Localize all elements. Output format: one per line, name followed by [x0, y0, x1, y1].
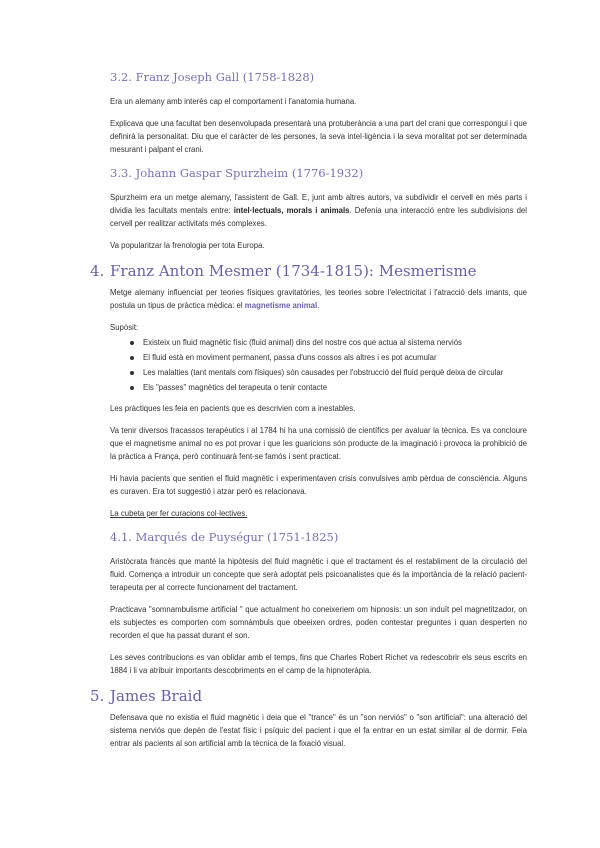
mesmer-paragraph-4: Hi havia pacients que sentien el fluid magnètic i experimentaven crisis convulsives amb pèrdua de consciència. Alguns es curaven. Era tot suggestió i atzar però es relacionava. [110, 474, 527, 496]
spurzheim-text-a: Spurzheim era un metge alemany, l'assistent de Gall. E, junt amb altres autors, va subdividir el cervell en més parts i dividia les facultats mentals entre: [110, 193, 527, 215]
gall-paragraph-2: Explicava que una facultat ben desenvolupada presentarà una protuberància a una part del crani que correspongui i que definirà la personalitat. Diu que el caràcter de les persones, la seva intel·ligència i la seva moralitat pot ser determinada mesurant i palpant el crani. [110, 119, 527, 154]
supposit-list [110, 336, 527, 394]
heading-braid-title: James Braid [110, 687, 203, 705]
cubeta-link-text[interactable]: La cubeta per fer curacions col·lectives. [110, 509, 248, 518]
document-content [90, 69, 527, 759]
heading-braid [90, 686, 527, 706]
spurzheim-paragraph-2: Va popularitzar la frenologia per tota Europa. [110, 241, 265, 250]
heading-mesmer-number: 4. [90, 262, 105, 280]
puysegur-paragraph-2: Practicava "somnambulisme artificial " que actualment ho coneixeriem om hipnosis: un son induït pel magnetitzador, on els subjectes es comporten com somnàmbuls que obeeixen ordres, poden contestar preguntes i quan desperten no recorden el que ha passat durant el son. [110, 605, 527, 640]
list-item: Les malalties (tant mentals com físiques) són causades per l'obstrucció del fluid perquè deixa de circular [110, 366, 527, 379]
mesmer-highlight-magnetism: magnetisme animal [244, 301, 318, 310]
heading-gall: 3.2. Franz Joseph Gall (1758-1828) [110, 70, 315, 84]
heading-mesmer-title: Franz Anton Mesmer (1734-1815): Mesmerisme [110, 262, 477, 280]
list-item: Els "passes" magnètics del terapeuta o tenir contacte [110, 381, 527, 394]
spurzheim-bold-faculties: intel·lectuals, morals i animals [233, 206, 350, 215]
braid-paragraph-1: Defensava que no existia el fluid magnètic i deia que el "trance" és un "son nerviós" o "son artificial": una alteració del sistema nerviós que depèn de l'estat físic i psíquic del pacient i que el fa entrar en un estat similar al de dormir. Feia entrar als pacients al son artificial amb la tècnica de la fixació visual. [110, 713, 527, 748]
spurzheim-text-b: . Defenia una interacció entre les subdivisions del cervell per realitzar activitats més complexes. [110, 206, 527, 228]
supposit-label: Supòsit: [110, 323, 139, 332]
gall-paragraph-1: Era un alemany amb interès cap el comportament i l'anatomia humana. [110, 97, 357, 106]
list-item: Existeix un fluid magnètic físic (fluid animal) dins del nostre cos que actua al sistema nerviós [110, 336, 527, 349]
heading-spurzheim: 3.3. Johann Gaspar Spurzheim (1776-1932) [110, 166, 364, 180]
list-item: El fluid està en moviment permanent, passa d'uns cossos als altres i es pot acumular [110, 351, 527, 364]
mesmer-paragraph-2: Les pràctiques les feia en pacients que es descrivien com a inestables. [110, 404, 356, 413]
mesmer-text-a: Metge alemany influenciat per teories físiques gravitatòries, les teories sobre l'electricitat i l'atracció dels imants, que postula un tipus de pràctica mèdica: el [110, 288, 527, 310]
cubeta-link[interactable] [110, 507, 527, 520]
mesmer-paragraph-3: Va tenir diversos fracassos terapèutics i al 1784 hi ha una comissió de científics per avaluar la tècnica. Es va concloure que el magnetisme animal no es pot provar i que les guaricions són producte de la imaginació i provoca la prohibició de la pràctica a França, però continuarà fent-se famós i sent practicat. [110, 426, 527, 461]
heading-mesmer [90, 261, 527, 281]
mesmer-paragraph-1 [110, 286, 527, 312]
heading-puysegur: 4.1. Marqués de Puységur (1751-1825) [110, 530, 339, 544]
spurzheim-paragraph-1 [110, 191, 527, 230]
heading-braid-number: 5. [90, 687, 105, 705]
puysegur-paragraph-3: Les seves contribucions es van oblidar amb el temps, fins que Charles Robert Richet va redescobrir els seus escrits en 1884 i li va atribuir importants descobriments en el camp de la hipnoteràpia. [110, 653, 527, 675]
puysegur-paragraph-1: Aristòcrata francès que manté la hipòtesis del fluid magnètic i que el tractament és el restabliment de la circulació del fluid. Comença a introduir un concepte que serà adoptat pels psicoanalistes que és la importància de la relació pacient-terapeuta per al correcte funcionament del tractament. [110, 557, 527, 592]
mesmer-text-b: . [317, 301, 320, 310]
